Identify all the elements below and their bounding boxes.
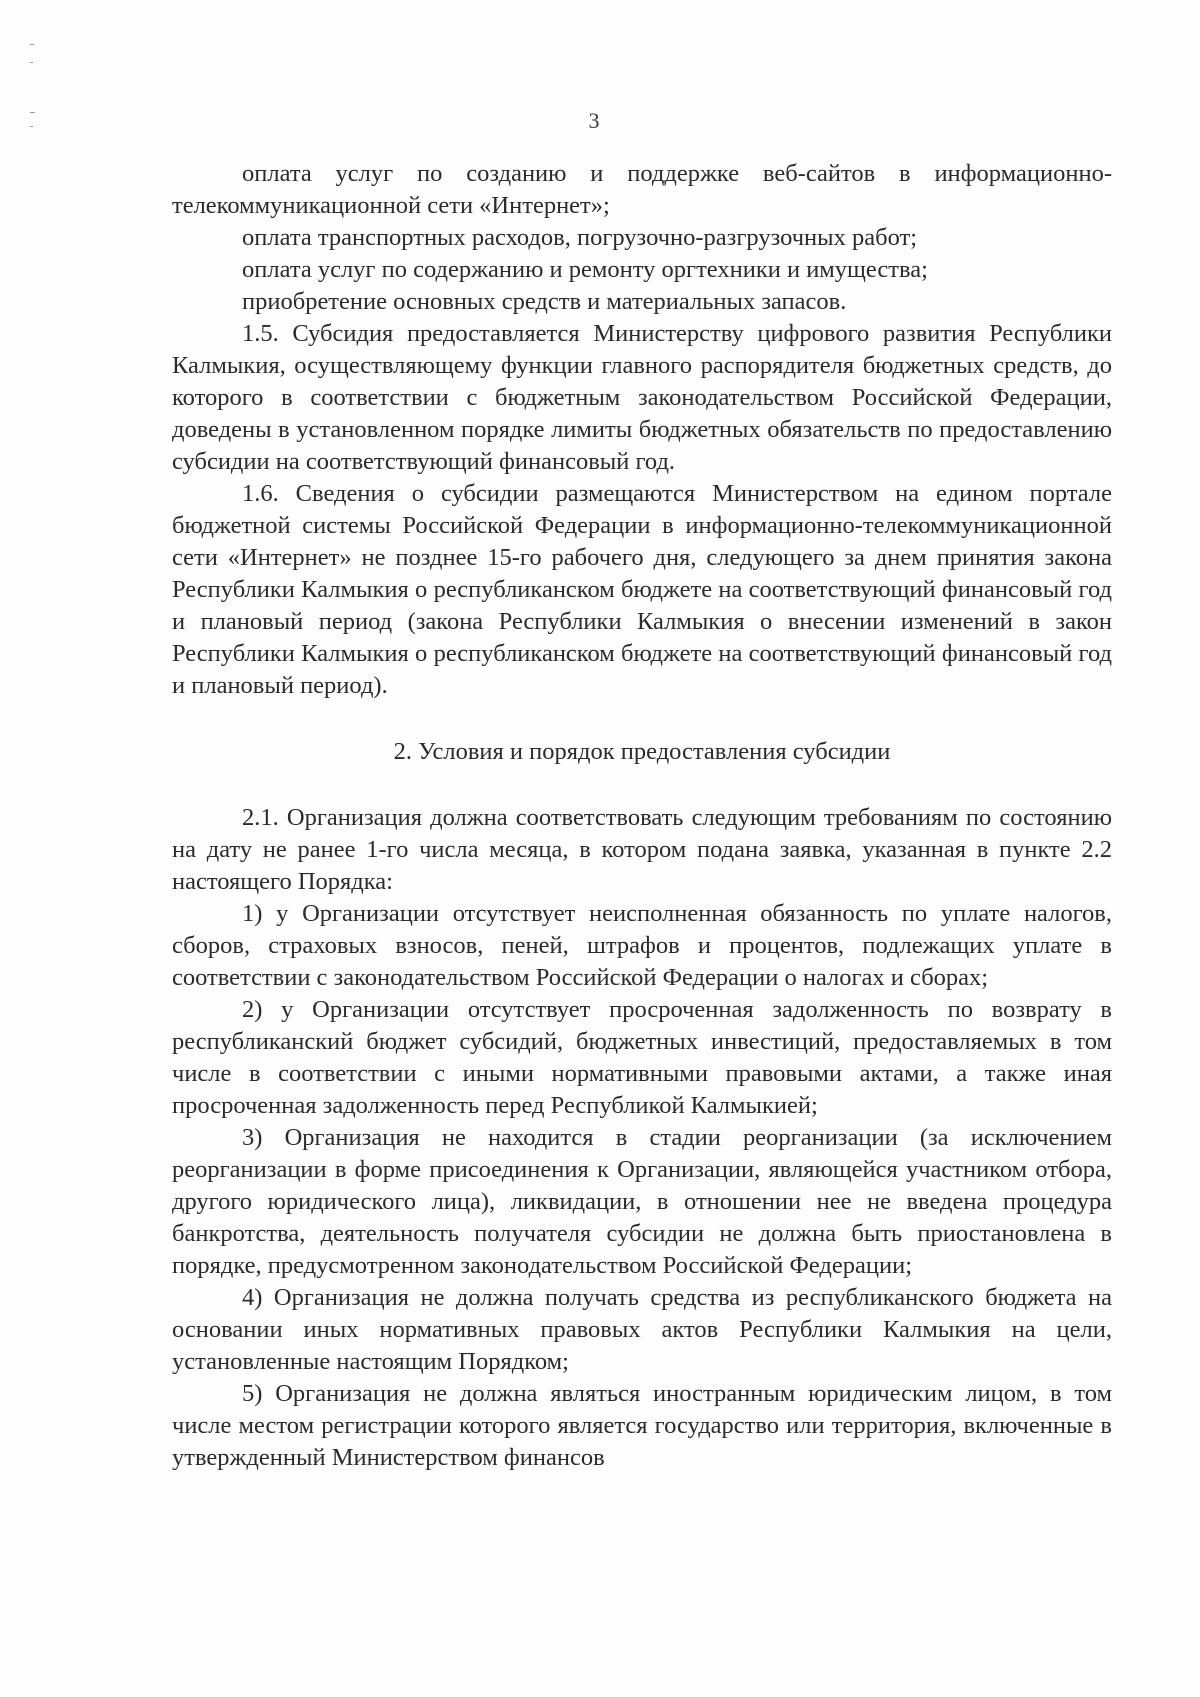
paragraph: приобретение основных средств и материальных запасов. (242, 288, 847, 315)
paragraph: оплата транспортных расходов, погрузочно-разгрузочных работ; (242, 224, 918, 251)
scan-artifact (30, 44, 34, 45)
paragraph: 1) у Организации отсутствует неисполненная обязанность по уплате налогов, сборов, страховых взносов, пеней, штрафов и процентов, подлежащих уплате в соответствии с законодательством Российской Федерации о налогах и сборах; (172, 900, 1112, 991)
paragraph: 4) Организация не должна получать средства из республиканского бюджета на основании иных нормативных правовых актов Республики Калмыкия на цели, установленные настоящим Порядком; (172, 1284, 1112, 1375)
paragraph: 1.5. Субсидия предоставляется Министерству цифрового развития Республики Калмыкия, осуществляющему функции главного распорядителя бюджетных средств, до которого в соответствии с бюджетным законодательством Российской Федерации, доведены в установленном порядке лимиты бюджетных обязательств по предоставлению субсидии на соответствующий финансовый год. (172, 320, 1112, 475)
document-body (172, 158, 1112, 1474)
paragraph: 1.6. Сведения о субсидии размещаются Министерством на едином портале бюджетной системы Российской Федерации в информационно-телекоммуникационной сети «Интернет» не позднее 15-го рабочего дня, следующего за днем принятия закона Республики Калмыкия о республиканском бюджете на соответствующий финансовый год и плановый период (закона Республики Калмыкия о внесении изменений в закон Республики Калмыкия о республиканском бюджете на соответствующий финансовый год и плановый период). (172, 480, 1112, 699)
paragraph: 5) Организация не должна являться иностранным юридическим лицом, в том числе местом регистрации которого является государство или территория, включенные в утвержденный Министерством финансов (172, 1380, 1112, 1471)
paragraph: 3) Организация не находится в стадии реорганизации (за исключением реорганизации в форме присоединения к Организации, являющейся участником отбора, другого юридического лица), ликвидации, в отношении нее не введена процедура банкротства, деятельность получателя субсидии не должна быть приостановлена в порядке, предусмотренном законодательством Российской Федерации; (172, 1124, 1112, 1279)
paragraph: 2) у Организации отсутствует просроченная задолженность по возврату в республиканский бюджет субсидий, бюджетных инвестиций, предоставляемых в том числе в соответствии с иными нормативными правовыми актами, а также иная просроченная задолженность перед Республикой Калмыкией; (172, 996, 1112, 1119)
paragraph: 2.1. Организация должна соответствовать следующим требованиям по состоянию на дату не ранее 1-го числа месяца, в котором подана заявка, указанная в пункте 2.2 настоящего Порядка: (172, 804, 1112, 895)
paragraph: оплата услуг по содержанию и ремонту оргтехники и имущества; (242, 256, 928, 283)
paragraph: оплата услуг по созданию и поддержке веб-сайтов в информационно-телекоммуникационной сети «Интернет»; (172, 160, 1112, 219)
page-number: 3 (588, 108, 600, 133)
section-heading: 2. Условия и порядок предоставления субсидии (393, 738, 891, 765)
scan-artifact (30, 62, 33, 63)
